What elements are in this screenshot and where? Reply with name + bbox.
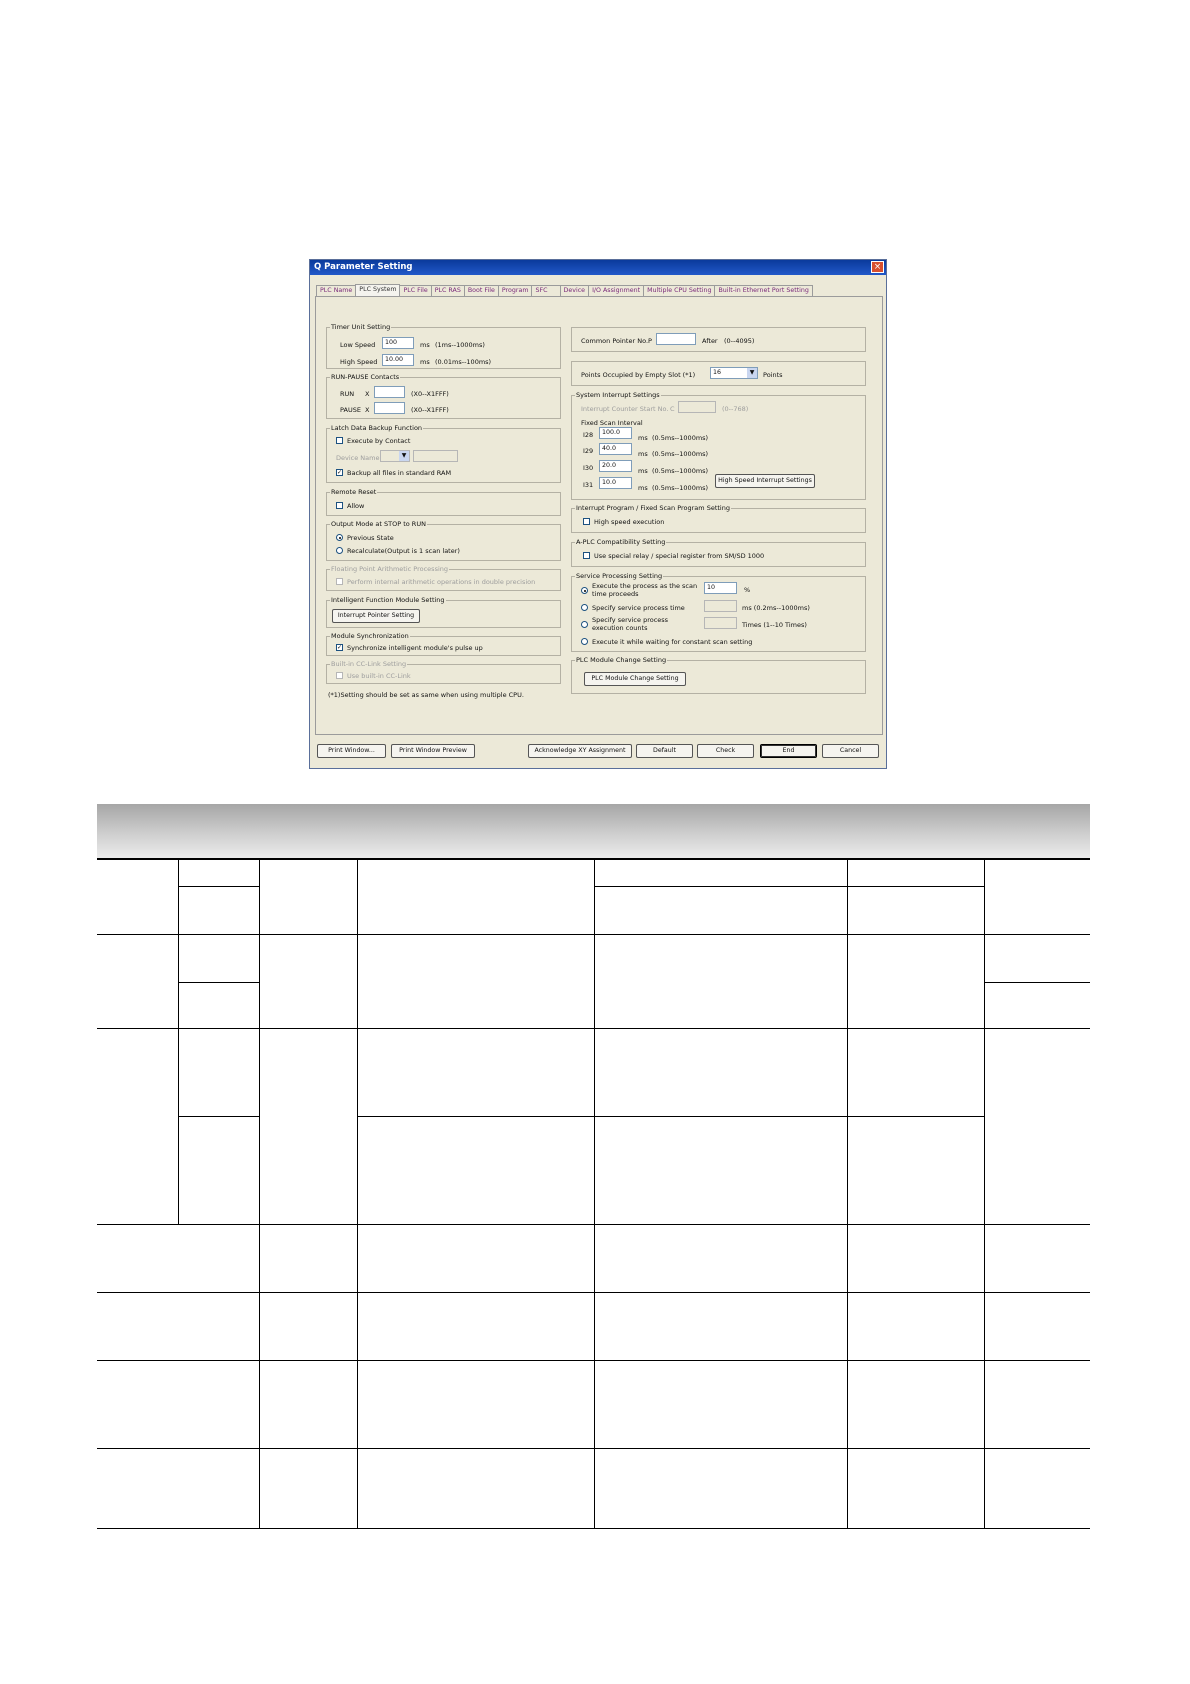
end-button[interactable]: End [760,744,817,758]
row-rule [178,1116,259,1117]
common-pointer-range: (0--4095) [724,337,755,345]
col-rule [178,860,179,1224]
run-contact-input[interactable] [374,386,405,398]
service-processing-group [571,572,866,652]
device-name-label: Device Name [336,454,380,462]
service-process-time-label: Specify service process time [592,604,685,612]
common-pointer-input[interactable] [656,333,696,345]
i29-input[interactable]: 40.0 [599,443,632,455]
run-pause-group [326,373,561,419]
intelligent-function-group [326,596,561,628]
remote-reset-title: Remote Reset [331,488,377,496]
aplc-compat-group [571,538,866,567]
previous-state-label: Previous State [347,534,394,542]
run-label: RUN [340,390,355,398]
i28-input[interactable]: 100.0 [599,427,632,439]
interrupt-counter-input[interactable] [678,401,716,413]
module-sync-group [326,632,561,656]
interrupt-program-title: Interrupt Program / Fixed Scan Program Setting [576,504,730,512]
device-name-select[interactable] [380,450,410,462]
service-process-count-label-1: Specify service process [592,616,669,624]
interrupt-counter-label: Interrupt Counter Start No. [581,405,669,413]
default-button[interactable]: Default [636,744,693,758]
synchronize-pulse-checkbox[interactable]: ✓ [337,644,343,651]
latch-backup-group [326,424,561,483]
col-rule [984,860,985,1529]
high-speed-execution-checkbox[interactable] [583,518,590,525]
i31-unit: ms [638,484,648,492]
empty-slot-select[interactable] [710,367,758,379]
tab-device[interactable]: Device [560,285,590,296]
aplc-compat-title: A-PLC Compatibility Setting [576,538,666,546]
run-prefix: X [365,390,370,398]
common-pointer-prefix: P [648,337,652,345]
empty-slot-label: Points Occupied by Empty Slot (*1) [581,371,696,379]
high-speed-interrupt-button[interactable]: High Speed Interrupt Settings [715,474,815,488]
floating-point-title: Floating Point Arithmetic Processing [331,565,449,573]
chevron-down-icon: ▼ [399,451,409,461]
allow-remote-reset-label: Allow [347,502,365,510]
q-parameter-setting-dialog [309,259,887,769]
high-speed-range: (0.01ms--100ms) [435,358,492,366]
recalculate-label: Recalculate(Output is 1 scan later) [347,547,460,555]
row-rule [984,982,1090,983]
tab-multiple-cpu[interactable]: Multiple CPU Setting [643,285,715,296]
high-speed-input[interactable]: 10.00 [382,354,414,366]
pause-label: PAUSE [340,406,361,414]
special-relay-checkbox[interactable] [583,552,590,559]
builtin-cclink-title: Built-in CC-Link Setting [331,660,407,668]
plc-module-change-group [571,656,866,694]
i29-unit: ms [638,450,648,458]
timer-unit-title: Timer Unit Setting [331,323,391,331]
i29-range: (0.5ms--1000ms) [652,450,709,458]
tab-ethernet-port[interactable]: Built-in Ethernet Port Setting [714,285,812,296]
remote-reset-group [326,488,561,516]
col-rule [594,860,595,1529]
settings-table [97,804,1090,1529]
double-precision-label: Perform internal arithmetic operations in double precision [347,578,536,586]
table-header [97,804,1090,859]
common-pointer-label: Common Pointer No. [581,337,649,345]
use-builtin-cclink-checkbox[interactable] [336,672,343,679]
scan-time-proceeds-label-1: Execute the process as the scan [592,582,698,590]
empty-slot-unit: Points [763,371,783,379]
i28-range: (0.5ms--1000ms) [652,434,709,442]
dialog-title: Q Parameter Setting [310,260,886,275]
backup-all-files-label: Backup all files in standard RAM [347,469,452,477]
row-rule [178,982,259,983]
special-relay-label: Use special relay / special register from SM/SD 1000 [594,552,765,560]
common-pointer-after: After [702,337,718,345]
execute-by-contact-label: Execute by Contact [347,437,411,445]
check-button[interactable]: Check [697,744,754,758]
floating-point-group [326,565,561,591]
chevron-down-icon: ▼ [747,368,757,378]
fixed-scan-interval-label: Fixed Scan Interval [581,419,643,427]
row-rule [357,1116,984,1117]
tab-plc-ras[interactable]: PLC RAS [431,285,465,296]
high-speed-label: High Speed [340,358,378,366]
output-mode-group [326,520,561,561]
interrupt-counter-range: (0--768) [722,405,749,413]
i30-unit: ms [638,467,648,475]
i30-range: (0.5ms--1000ms) [652,467,709,475]
high-speed-execution-label: High speed execution [594,518,665,526]
service-process-time-input[interactable] [704,600,737,612]
i30-input[interactable]: 20.0 [599,460,632,472]
recalculate-radio[interactable] [336,547,343,554]
pause-range: (X0--X1FFF) [411,406,449,414]
previous-state-radio[interactable] [336,534,343,541]
scan-time-percent-input[interactable]: 10 [704,582,737,594]
service-process-time-unit: ms (0.2ms--1000ms) [742,604,810,612]
module-sync-title: Module Synchronization [331,632,409,640]
acknowledge-xy-button[interactable]: Acknowledge XY Assignment [528,744,632,758]
execute-by-contact-checkbox[interactable] [336,437,343,444]
low-speed-range: (1ms--1000ms) [435,341,485,349]
pause-prefix: X [365,406,370,414]
print-window-preview-button[interactable]: Print Window Preview [391,744,475,758]
constant-scan-wait-radio[interactable] [581,638,588,645]
i31-label: I31 [583,481,594,489]
col-rule [357,860,358,1529]
pause-contact-input[interactable] [374,402,405,414]
tab-plc-system[interactable]: PLC System [355,284,400,297]
close-icon[interactable]: × [871,261,884,273]
device-number-input[interactable] [413,450,458,462]
tab-program[interactable]: Program [498,285,533,296]
system-interrupt-title: System Interrupt Settings [576,391,660,399]
builtin-cclink-group [326,660,561,684]
service-process-count-input[interactable] [704,617,737,629]
tab-io-assignment[interactable]: I/O Assignment [588,285,644,296]
constant-scan-wait-label: Execute it while waiting for constant scan setting [592,638,753,646]
i29-label: I29 [583,447,594,455]
low-speed-unit: ms [420,341,430,349]
service-process-count-unit: Times (1--10 Times) [742,621,807,629]
synchronize-pulse-label: Synchronize intelligent module's pulse up [347,644,483,652]
print-window-button[interactable]: Print Window... [317,744,386,758]
intelligent-function-title: Intelligent Function Module Setting [331,596,445,604]
tab-strip [316,285,812,296]
service-process-time-radio[interactable] [581,604,588,611]
empty-slot-value: 16 [713,369,722,376]
double-precision-checkbox[interactable] [336,578,343,585]
cancel-button[interactable]: Cancel [822,744,879,758]
scan-time-percent-unit: % [744,586,751,594]
low-speed-input[interactable]: 100 [382,337,414,349]
low-speed-label: Low Speed [340,341,376,349]
col-rule [259,860,260,1529]
interrupt-pointer-setting-button[interactable]: Interrupt Pointer Setting [332,609,420,623]
run-pause-title: RUN-PAUSE Contacts [331,373,400,381]
run-range: (X0--X1FFF) [411,390,449,398]
i31-range: (0.5ms--1000ms) [652,484,709,492]
backup-all-files-checkbox[interactable]: ✓ [337,469,343,476]
use-builtin-cclink-label: Use built-in CC-Link [347,672,411,680]
system-interrupt-group [571,391,866,500]
interrupt-counter-prefix: C [670,405,675,413]
output-mode-title: Output Mode at STOP to RUN [331,520,426,528]
tab-plc-name[interactable]: PLC Name [316,285,356,296]
latch-backup-title: Latch Data Backup Function [331,424,423,432]
i31-input[interactable]: 10.0 [599,477,632,489]
plc-module-change-title: PLC Module Change Setting [576,656,667,664]
interrupt-program-group [571,504,866,533]
high-speed-unit: ms [420,358,430,366]
scan-time-proceeds-radio[interactable] [581,587,588,594]
i28-unit: ms [638,434,648,442]
common-pointer-group [571,327,866,352]
row-rule [178,886,259,887]
plc-system-pane [315,296,883,735]
i30-label: I30 [583,464,594,472]
plc-module-change-button[interactable]: PLC Module Change Setting [584,672,686,686]
i28-label: I28 [583,431,594,439]
service-processing-title: Service Processing Setting [576,572,663,580]
service-process-count-radio[interactable] [581,621,588,628]
service-process-count-label-2: execution counts [592,624,648,632]
timer-unit-group [326,323,561,369]
scan-time-proceeds-label-2: time proceeds [592,590,639,598]
tab-boot-file[interactable]: Boot File [464,285,499,296]
empty-slot-group [571,361,866,386]
allow-remote-reset-checkbox[interactable] [336,502,343,509]
footnote: (*1)Setting should be set as same when using multiple CPU. [328,691,524,699]
tab-plc-file[interactable]: PLC File [399,285,431,296]
col-rule [847,860,848,1529]
tab-sfc[interactable]: SFC [531,285,560,296]
row-rule [594,886,984,887]
